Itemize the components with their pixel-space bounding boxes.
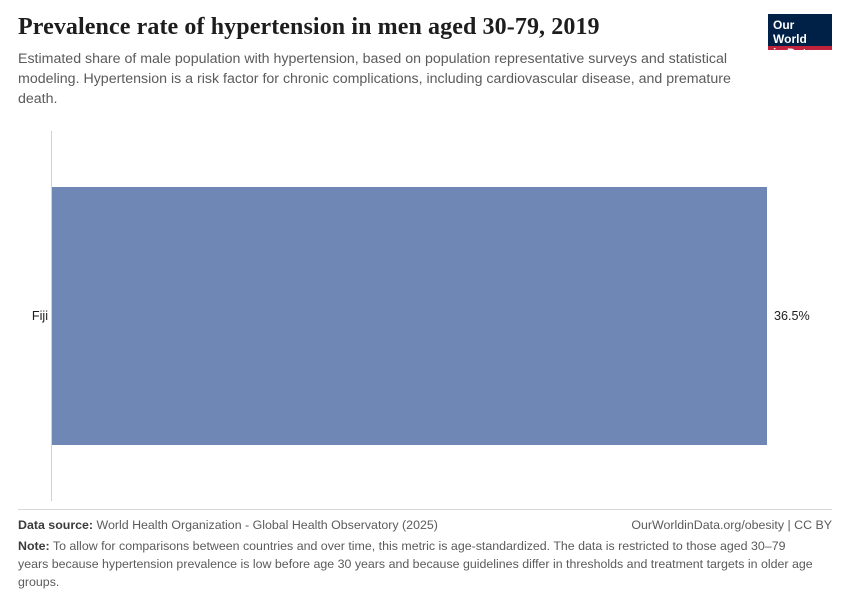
footer-attribution[interactable]: OurWorldinData.org/obesity | CC BY xyxy=(631,518,832,533)
chart-header xyxy=(18,14,832,109)
logo-line-2: in Data xyxy=(773,46,814,60)
footer-source-row xyxy=(18,518,832,532)
bar-series xyxy=(31,131,832,501)
chart-plot-area xyxy=(18,131,832,501)
chart-subtitle: Estimated share of male population with hypertension, based on population representative surveys and statistical modeling. Hypertension is a risk factor for chronic complications, including cardiovascular disease, and premature death. xyxy=(18,50,731,107)
our-world-in-data-logo[interactable] xyxy=(768,14,832,60)
bar-row xyxy=(31,187,832,445)
data-source-label: Data source: xyxy=(18,518,94,533)
page-title: Prevalence rate of hypertension in men aged 30-79, 2019 xyxy=(18,14,600,40)
chart-footer xyxy=(18,509,832,592)
logo-line-1: Our World xyxy=(773,18,807,46)
bar[interactable] xyxy=(52,187,767,445)
bar-value-label: 36.5% xyxy=(774,309,810,324)
footer-note xyxy=(18,538,818,592)
bar-category-label: Fiji xyxy=(31,309,48,324)
footer-note-text: To allow for comparisons between countries and over time, this metric is age-standardized. The data is restricted to those aged 30–79 years because hypertension prevalence is low before age 30 years and because guidelines differ in thresholds and treatment targets in older age groups. xyxy=(18,539,813,590)
data-source xyxy=(18,518,438,532)
data-source-text: World Health Organization - Global Health Observatory (2025) xyxy=(93,518,438,533)
footer-divider xyxy=(18,509,832,510)
footer-note-label: Note: xyxy=(18,539,50,554)
